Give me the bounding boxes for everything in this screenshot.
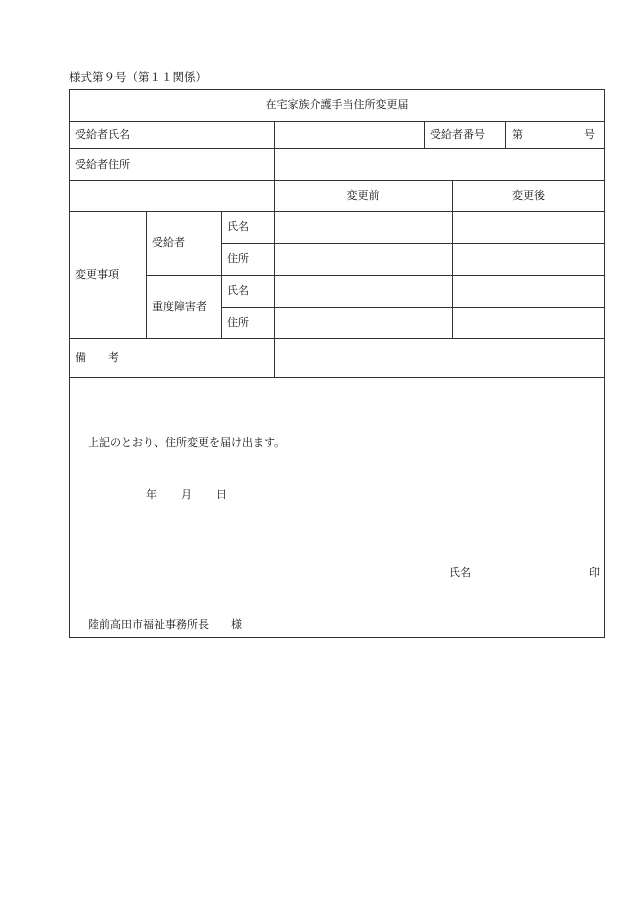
form-title: 在宅家族介護手当住所変更届 bbox=[265, 98, 409, 111]
rule-number-label-left bbox=[424, 121, 425, 148]
rule-changes-bottom bbox=[69, 338, 605, 339]
declaration-text: 上記のとおり、住所変更を届け出ます。 bbox=[88, 436, 286, 449]
recipient-address-row-label: 住所 bbox=[227, 252, 249, 265]
rule-remarks-bottom bbox=[69, 377, 605, 378]
disabled-address-row-label: 住所 bbox=[227, 316, 249, 329]
recipient-name-row-label: 氏名 bbox=[227, 220, 249, 233]
rule-address-bottom bbox=[69, 180, 605, 181]
recipient-group-label: 受給者 bbox=[152, 236, 185, 249]
seal-label: 印 bbox=[589, 566, 600, 579]
column-header-before: 変更前 bbox=[346, 189, 380, 202]
recipient-name-label: 受給者氏名 bbox=[75, 128, 130, 141]
addressee: 陸前高田市福祉事務所長 様 bbox=[88, 618, 242, 631]
rule-before-after bbox=[452, 180, 453, 338]
rule-group-column bbox=[221, 211, 222, 338]
remarks-label: 備 考 bbox=[75, 351, 119, 364]
rule-title-bottom bbox=[69, 121, 605, 122]
rule-header-bottom bbox=[69, 211, 605, 212]
recipient-number-label: 受給者番号 bbox=[430, 128, 485, 141]
disabled-person-group-label: 重度障害者 bbox=[152, 300, 207, 313]
date-day: 日 bbox=[216, 488, 227, 501]
date-year: 年 bbox=[146, 488, 157, 501]
change-items-label: 変更事項 bbox=[75, 268, 119, 281]
date-month: 月 bbox=[181, 488, 192, 501]
rule-recipient-group-bottom bbox=[146, 275, 605, 276]
rule-name-bottom bbox=[69, 148, 605, 149]
form-number: 様式第９号（第１１関係） bbox=[69, 70, 207, 84]
recipient-number-suffix: 号 bbox=[584, 128, 595, 141]
column-header-after: 変更後 bbox=[512, 189, 545, 202]
rule-label-column bbox=[274, 121, 275, 377]
disabled-name-row-label: 氏名 bbox=[227, 284, 249, 297]
signature-name-label: 氏名 bbox=[449, 566, 471, 579]
rule-recipient-name-bottom bbox=[221, 243, 605, 244]
rule-disabled-name-bottom bbox=[221, 307, 605, 308]
recipient-address-label: 受給者住所 bbox=[75, 158, 130, 171]
rule-section-column bbox=[146, 211, 147, 338]
recipient-number-prefix: 第 bbox=[512, 128, 523, 141]
form-frame bbox=[69, 89, 605, 638]
rule-number-label-right bbox=[505, 121, 506, 148]
